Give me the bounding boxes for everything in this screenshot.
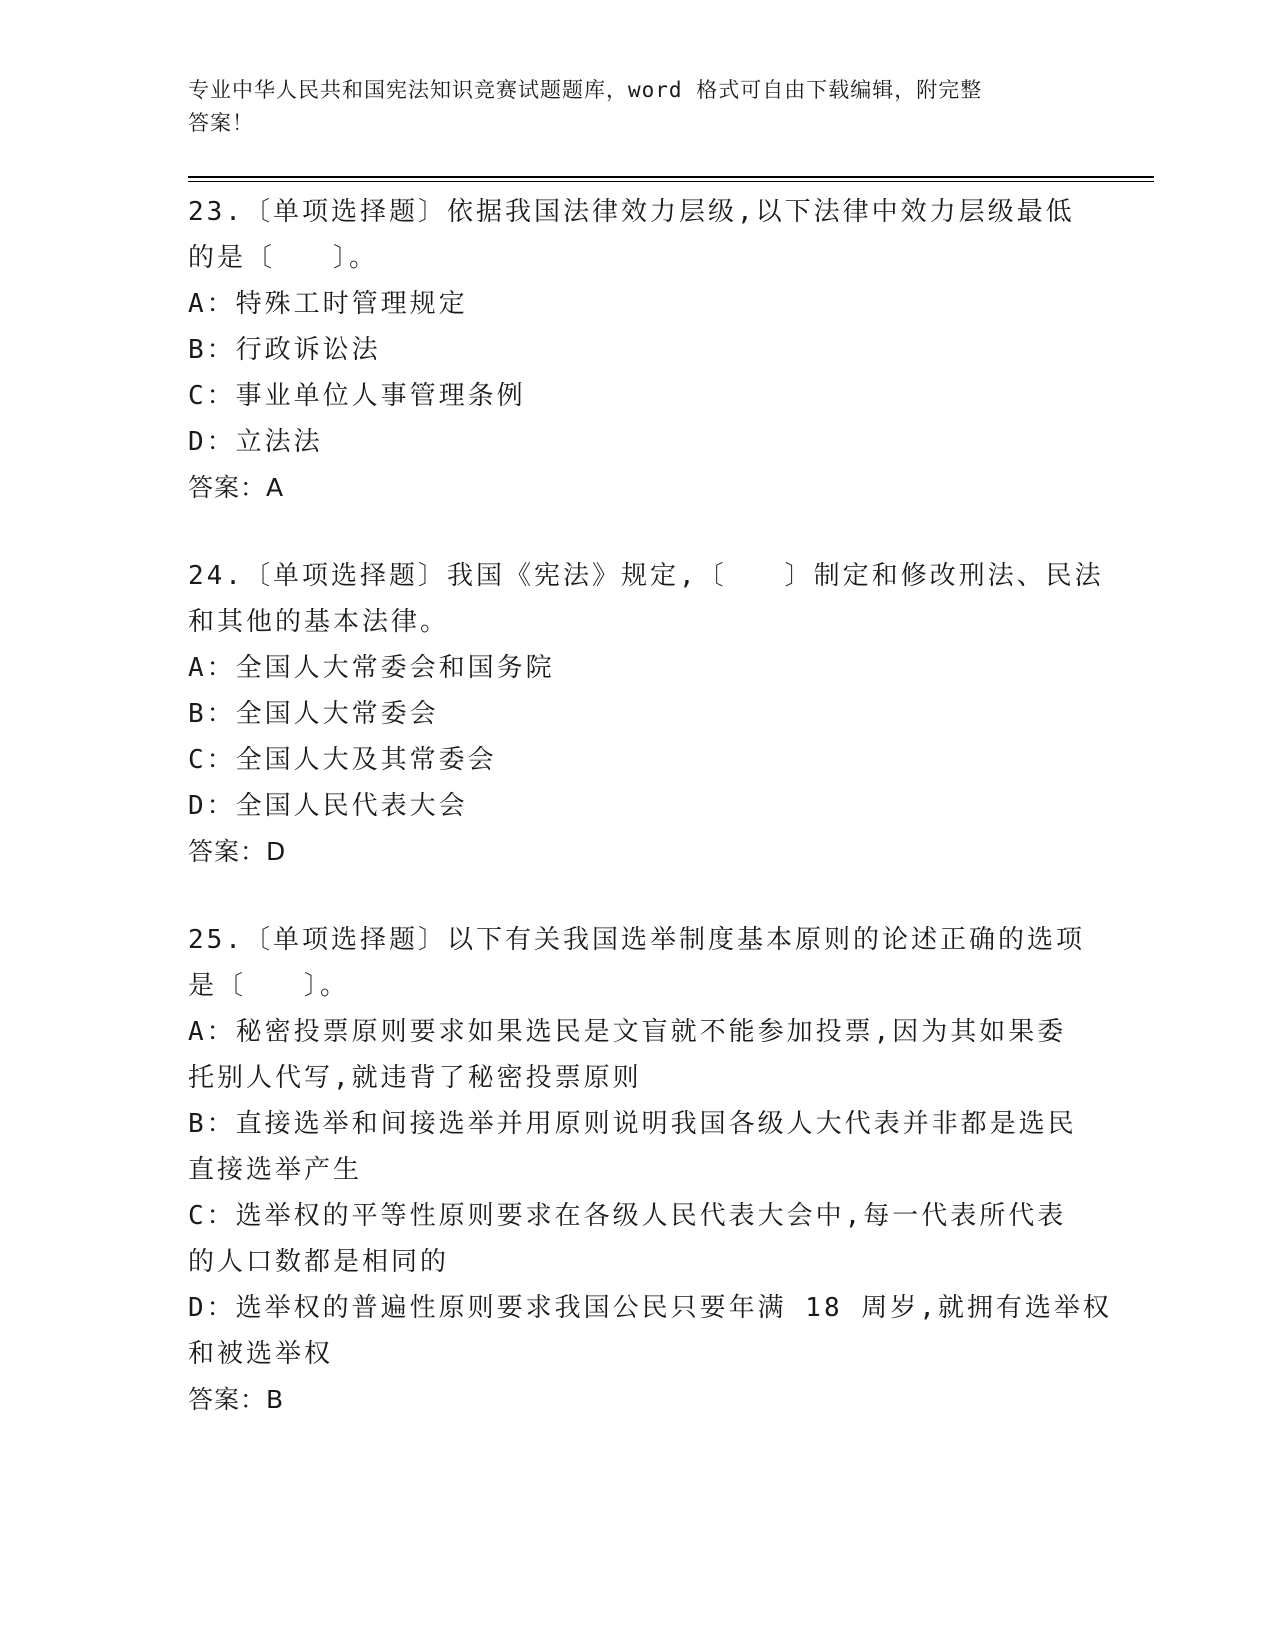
option-d: D：立法法: [188, 427, 323, 457]
option-c: C：选举权的平等性原则要求在各级人民代表大会中,每一代表所代表: [188, 1201, 1067, 1231]
option-b: B：直接选举和间接选举并用原则说明我国各级人大代表并非都是选民: [188, 1109, 1077, 1139]
question-stem-line: 的是〔 〕。: [188, 243, 379, 273]
answer-line: 答案：A: [188, 473, 285, 502]
option-b-continued: 直接选举产生: [188, 1155, 363, 1185]
answer-line: 答案：D: [188, 837, 287, 866]
question-stem-line: 23.〔单项选择题〕依据我国法律效力层级,以下法律中效力层级最低: [188, 197, 1075, 227]
question-stem-line: 24.〔单项选择题〕我国《宪法》规定,〔 〕制定和修改刑法、民法: [188, 561, 1104, 591]
option-a-continued: 托别人代写,就违背了秘密投票原则: [188, 1063, 642, 1093]
option-d-continued: 和被选举权: [188, 1339, 334, 1369]
option-c: C：事业单位人事管理条例: [188, 381, 526, 411]
option-a: A：特殊工时管理规定: [188, 289, 468, 319]
option-b: B：全国人大常委会: [188, 699, 439, 729]
option-c: C：全国人大及其常委会: [188, 745, 497, 775]
question-25: [188, 917, 1112, 1423]
question-stem-line: 是〔 〕。: [188, 971, 350, 1001]
option-d: D：选举权的普遍性原则要求我国公民只要年满 18 周岁,就拥有选举权: [188, 1293, 1112, 1323]
question-stem-line: 和其他的基本法律。: [188, 607, 450, 637]
document-header: [188, 74, 1078, 140]
question-23: [188, 189, 1088, 511]
header-line-1: 专业中华人民共和国宪法知识竞赛试题题库，word 格式可自由下载编辑，附完整: [188, 78, 983, 102]
option-a: A：秘密投票原则要求如果选民是文盲就不能参加投票,因为其如果委: [188, 1017, 1067, 1047]
option-c-continued: 的人口数都是相同的: [188, 1247, 450, 1277]
header-divider-thin: [188, 181, 1154, 182]
option-b: B：行政诉讼法: [188, 335, 381, 365]
answer-line: 答案：B: [188, 1385, 285, 1414]
option-a: A：全国人大常委会和国务院: [188, 653, 555, 683]
question-24: [188, 553, 1104, 875]
header-line-2: 答案！: [188, 111, 254, 135]
option-d: D：全国人民代表大会: [188, 791, 468, 821]
question-stem-line: 25.〔单项选择题〕以下有关我国选举制度基本原则的论述正确的选项: [188, 925, 1085, 955]
header-divider-thick: [188, 176, 1154, 178]
